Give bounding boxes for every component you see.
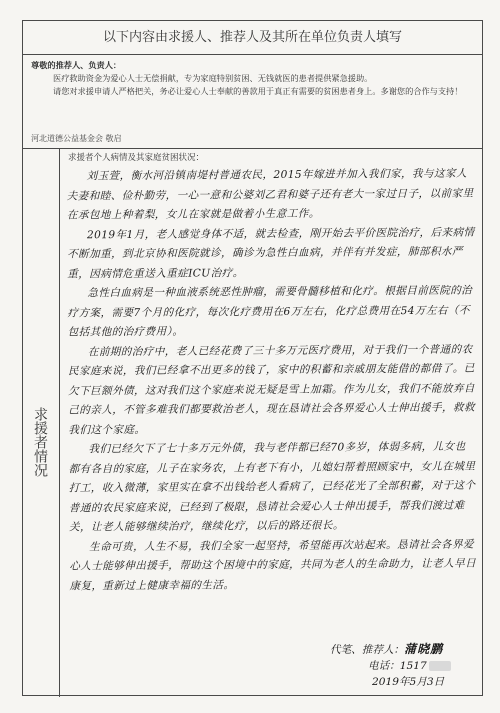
signature-line	[330, 641, 480, 658]
situation-heading: 求援者个人病情及其家庭贫困状况：	[68, 153, 205, 163]
statement-paragraph: 我们已经欠下了七十多万元外债，我与老伴都已经70多岁，体弱多病，儿女也都有各自的家庭，儿子在家务农，上有老下有小，儿媳妇帮着照顾家中，女儿在城里打工，收入微薄，家里实在拿不出钱给老人看病了，已经花光了全部积蓄，对于这个普通的农民家庭来说，已经到了极限，恳请社会爱心人士伸出援手，帮我们渡过难关，让老人能够继续治疗，继续化疗，以后的路还很长。	[68, 440, 476, 534]
phone-value: 1517	[399, 660, 427, 672]
statement-paragraph: 生命可贵，人生不易，我们全家一起坚持，希望能再次站起来。恳请社会各界爱心人士能够伸出援手，帮助这个困境中的家庭，共同为老人的生命助力，让老人早日康复，重新过上健康幸福的生活。	[69, 538, 477, 592]
notice-paragraph-2: 请您对求援申请人严格把关，务必让爱心人士奉献的善款用于真正有需要的贫困患者身上。多谢您的合作与支持！	[53, 86, 463, 96]
recommender-signature-block	[330, 641, 480, 690]
side-label: 求援者情况	[32, 407, 48, 477]
side-label-column	[23, 149, 60, 697]
statement-paragraph: 在前期的治疗中，老人已经花费了三十多万元医疗费用，对于我们一个普通的农民家庭来说，我们已经拿不出更多的钱了，家中的积蓄和亲戚朋友能借的都借了。已欠下巨额外债，这对我们这个家庭来说无疑是雪上加霜。作为儿女，我们不能放弃自己的亲人，不管多难我们都要救治老人，现在恳请社会各界爱心人士伸出援手，救救我们这个家庭。	[67, 343, 476, 436]
notice-paragraph-1: 医疗救助资金为爱心人士无偿捐献，专为家庭特别贫困、无钱就医的患者提供紧急援助。	[53, 73, 373, 83]
notice-greeting: 尊敬的推荐人、负责人：	[31, 60, 122, 70]
handwritten-statement	[67, 165, 478, 597]
signature-name: 蒲晓鹏	[404, 642, 444, 656]
notice-signature: 河北道德公益基金会 敬启	[31, 134, 122, 143]
statement-paragraph: 2019年1月，老人感觉身体不适，就去检查，刚开始去平价医院治疗，后来病情不断加重，到北京协和医院就诊，确诊为急性白血病，并伴有并发症，肺部积水严重，因病情危重送入重症ICU治疗。	[67, 226, 475, 280]
notice-section	[23, 55, 482, 149]
form-header-title: 以下内容由求援人、推荐人及其所在单位负责人填写	[23, 21, 482, 55]
phone-label: 电话：	[368, 660, 400, 672]
phone-line	[330, 658, 480, 674]
signature-date: 2019年5月3日	[372, 676, 445, 688]
signature-label: 代笔、推荐人：	[330, 644, 405, 656]
applicant-situation-section	[60, 149, 484, 697]
application-form	[22, 20, 483, 696]
redacted-phone-mark	[429, 661, 451, 671]
statement-paragraph: 急性白血病是一种血液系统恶性肿瘤，需要骨髓移植和化疗。根据目前医院的治疗方案，需要7个月的化疗，每次化疗费用在6万左右，化疗总费用在54万左右（不包括其他的治疗费用）。	[67, 284, 473, 339]
statement-paragraph: 刘玉萱，衡水河沿镇南堤村普通农民，2015年嫁进并加入我们家，我与这家人夫妻和睦、俭朴勤劳，一心一意和公婆刘乙君和婆子还有老大一家过日子，以前家里在承包地上种着梨，女儿在家就是做着小生意工作。	[66, 167, 474, 222]
